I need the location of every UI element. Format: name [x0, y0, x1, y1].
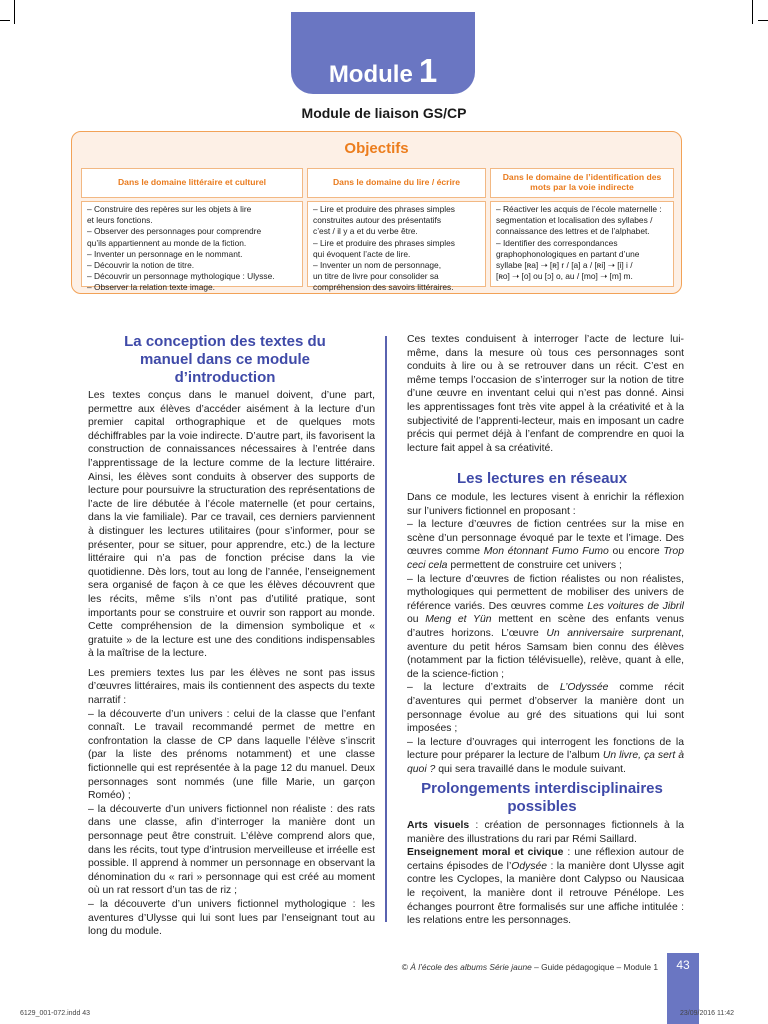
paragraph — [407, 846, 684, 928]
objectives-column-body — [81, 201, 303, 293]
objectives-text: – Réactiver les acquis de l’école maternelle : segmentation et localisation des syllabes / connaissance des lettres et de l’alphabet. – Identifier des correspondances graphophonologiques en partant d’une syllabe [ʀa] ➝ [ʀ] r / [a] a / [ʀi] ➝ [i] i / [ʀo] ➝ [o] ou [ɔ] o, au / [mo] ➝ [m] m. — [496, 204, 662, 282]
page-number: 43 — [667, 953, 699, 1024]
crop-mark — [758, 20, 768, 21]
column-divider — [385, 336, 387, 922]
keyword: Arts visuels — [407, 820, 470, 831]
book-title: Meng et Yün — [425, 614, 492, 626]
footer-text: – Guide pédagogique – Module 1 — [531, 962, 658, 972]
objectives-title: Objectifs — [344, 140, 409, 157]
left-column — [88, 389, 375, 939]
paragraph — [407, 573, 684, 682]
text-run: ou — [407, 614, 426, 626]
text-run: : création de personnages fictionnels à la manière des illustrations du rari par Rémi Saillard. — [407, 820, 684, 845]
footer-text: © — [401, 962, 411, 972]
right-column-intro — [407, 333, 684, 455]
section-heading: Prolongements interdisciplinaires possibles — [421, 780, 663, 815]
paragraph: Les premiers textes lus par les élèves ne sont pas issus d’œuvres littéraires, mais ils contiennent des aspects du texte narratif : — [88, 667, 375, 707]
keyword: Enseignement moral et civique — [407, 847, 564, 859]
page-subtitle: Module de liaison GS/CP — [301, 105, 467, 121]
objectives-column-header: Dans le domaine de l’identification des mots par la voie indirecte — [490, 168, 674, 198]
text-run: – la lecture d’extraits de — [407, 682, 560, 694]
paragraph — [407, 736, 684, 777]
paragraph: Ces textes conduisent à interroger l’acte de lecture lui-même, dans la mesure où tous ces personnages sont conduits à lire ou à se retrouver dans un récit. C’est en même temps l’occasion de s’interroger sur la notion de titre d’une œuvre en inventant celui qui n’est pas donné. Ainsi les apprentissages font très vite appel à la créativité et à la subjectivité de l’apprenti-lecteur, mais en imposant un cadre précis qui permet déjà à l’enfant de comprendre en quoi la lecture fait appel à sa créativité. — [407, 334, 684, 454]
text-run: – la lecture d’œuvres de fiction centrées sur la mise en scène d’un personnage évoqué par le texte et l’image. Des œuvres comme — [407, 519, 684, 558]
book-title: Un livre, ça sert à quoi ? — [407, 750, 684, 775]
objectives-column-body — [307, 201, 486, 293]
section-heading: La conception des textes du manuel dans ce module d’introduction — [124, 333, 326, 386]
right-column-extensions — [407, 819, 684, 928]
paragraph — [407, 681, 684, 735]
text-run: ou encore — [608, 546, 664, 558]
paragraph: – la découverte d’un univers fictionnel non réaliste : des rats dans une classe, afin d’interroger la manière dont un personnage peut être construit. L’élève comprend alors que, dans les récits, tout type d’intrusion merveilleuse et irréelle est possible. Il apprend à nommer un personnage en observant la dénomination du « rari » personnage qui est créé au moment où un rat ressort d’un tas de riz ; — [88, 803, 375, 897]
module-number: 1 — [418, 52, 438, 89]
text-run: comme récit d’aventures qui permet d’observer la manière dont un personnage évolue au gré des situations qui lui sont imposées ; — [407, 682, 684, 735]
text-run: – la lecture d’œuvres de fiction réalistes ou non réalistes, mythologiques qui permettent de mobiliser des univers de référence variés. Des œuvres comme — [407, 573, 684, 612]
objectives-text: – Construire des repères sur les objets à lire et leurs fonctions. – Observer des personnages pour comprendre qu’ils appartiennent au monde de la fiction. – Inventer un personnage en le nommant. – Découvrir la notion de titre. – Découvrir un personnage mythologique : Ulysse. – Observer la relation texte image. — [87, 204, 275, 293]
paragraph: Les textes conçus dans le manuel doivent, d’une part, permettre aux élèves d’accéder aisément à la lecture d’un premier capital orthographique et de quelques mots déchiffrables par la voie indirecte. D’autre part, ils favorisent la construction de connaissances nécessaires à l’entrée dans l’apprentissage de la lecture comme de la lecture littéraire. Ainsi, les élèves sont conduits à observer des supports de lecture pour poursuivre la structuration des représentations de l’acte de lire débutée à l’école maternelle (et pour certains, dans la vie familiale). Par ce travail, ces derniers parviennent à distinguer les lectures utilitaires (pour s’informer, pour se présenter, pour se situer, pour apprendre, etc.) de la lecture littéraire qui n’a pas de fonction précise dans la vie quotidienne. Dès lors, tout au long de l’année, l’enseignement sera organisé de façon à ce que les élèves découvrent que les récits, même s’ils n’ont pas d’utilité pratique, sont importants pour se construire et ouvrir son rapport au monde. Cette compréhension de la dimension symbolique et « gratuite » de la lecture est une des conditions indispensables à la maîtrise de la lecture. — [88, 390, 375, 660]
text-run: permettent de construire cet univers ; — [447, 559, 622, 571]
paragraph: – la découverte d’un univers : celui de la classe que l’enfant connaît. Le travail recommandé permet de mettre en confrontation la classe de CP dans laquelle l’élève s’inscrit (par la liste des prénoms notamment) et une classe fictionnelle qui est représentée à la page 12 du manuel. Deux personnages sont nommés (une fille Marie, un garçon Roméo) ; — [88, 708, 375, 802]
module-title — [291, 52, 475, 90]
text-run: : la manière dont Ulysse agit contre les Cyclopes, la manière dont Calypso ou Nausicaa le reçoivent, la manière dont il retrouve Pénélope. Les échanges pourront être formalisés sur une affiche intitulée : les relations entre les personnages. — [407, 860, 684, 927]
book-title: L’Odyssée — [559, 682, 609, 694]
book-title: Les voitures de Jibril — [587, 600, 684, 612]
paragraph: Dans ce module, les lectures visent à enrichir la réflexion sur l’univers fictionnel en proposant : — [407, 492, 684, 517]
text-run: mettent en scène des enfants venus d’autres horizons. L’œuvre — [407, 614, 685, 639]
paragraph — [407, 518, 684, 572]
paragraph — [407, 819, 684, 846]
objectives-column-body — [490, 201, 674, 287]
crop-mark — [14, 0, 15, 24]
section-heading: Les lectures en réseaux — [456, 470, 628, 487]
paragraph: – la découverte d’un univers fictionnel mythologique : les aventures d’Ulysse qui lui sont lues par l’enseignant tout au long du module. — [88, 898, 375, 938]
text-run: : une réflexion autour de certains épisodes de l’ — [407, 847, 684, 872]
objectives-column-header: Dans le domaine littéraire et culturel — [81, 168, 303, 198]
book-title: Trop ceci cela — [407, 546, 684, 571]
text-run: qui sera travaillé dans le module suivant. — [435, 763, 626, 775]
right-column-readings — [407, 491, 684, 776]
module-tab — [291, 12, 475, 94]
footer-series: À l’école des albums Série jaune — [410, 962, 532, 972]
crop-mark — [752, 0, 753, 24]
book-title: Odysée — [511, 860, 548, 872]
crop-mark — [0, 20, 10, 21]
footer-credit — [402, 962, 658, 972]
module-word: Module — [328, 61, 413, 88]
objectives-text: – Lire et produire des phrases simples construites autour des présentatifs c’est / il y a et du verbe être. – Lire et produire des phrases simples qui évoquent l’acte de lire. – Inventer un nom de personnage, un titre de livre pour consolider sa compréhension des savoirs littéraires. — [313, 204, 455, 293]
text-run: – la lecture d’ouvrages qui interrogent les fonctions de la lecture pour préparer la lecture de l’album — [407, 736, 684, 762]
objectives-column-header: Dans le domaine du lire / écrire — [307, 168, 486, 198]
book-title: Un anniversaire surprenant — [546, 627, 682, 639]
book-title: Mon étonnant Fumo Fumo — [483, 546, 609, 558]
text-run: , aventure du petit héros Samsam bien connu des élèves (notamment par la fiction télévisuelle), relève, quant à elle, de la science-fiction ; — [407, 627, 684, 680]
slug-right: 23/09/2016 11:42 — [680, 1010, 734, 1017]
slug-left: 6129_001-072.indd 43 — [20, 1010, 91, 1017]
objectives-box — [71, 131, 682, 294]
